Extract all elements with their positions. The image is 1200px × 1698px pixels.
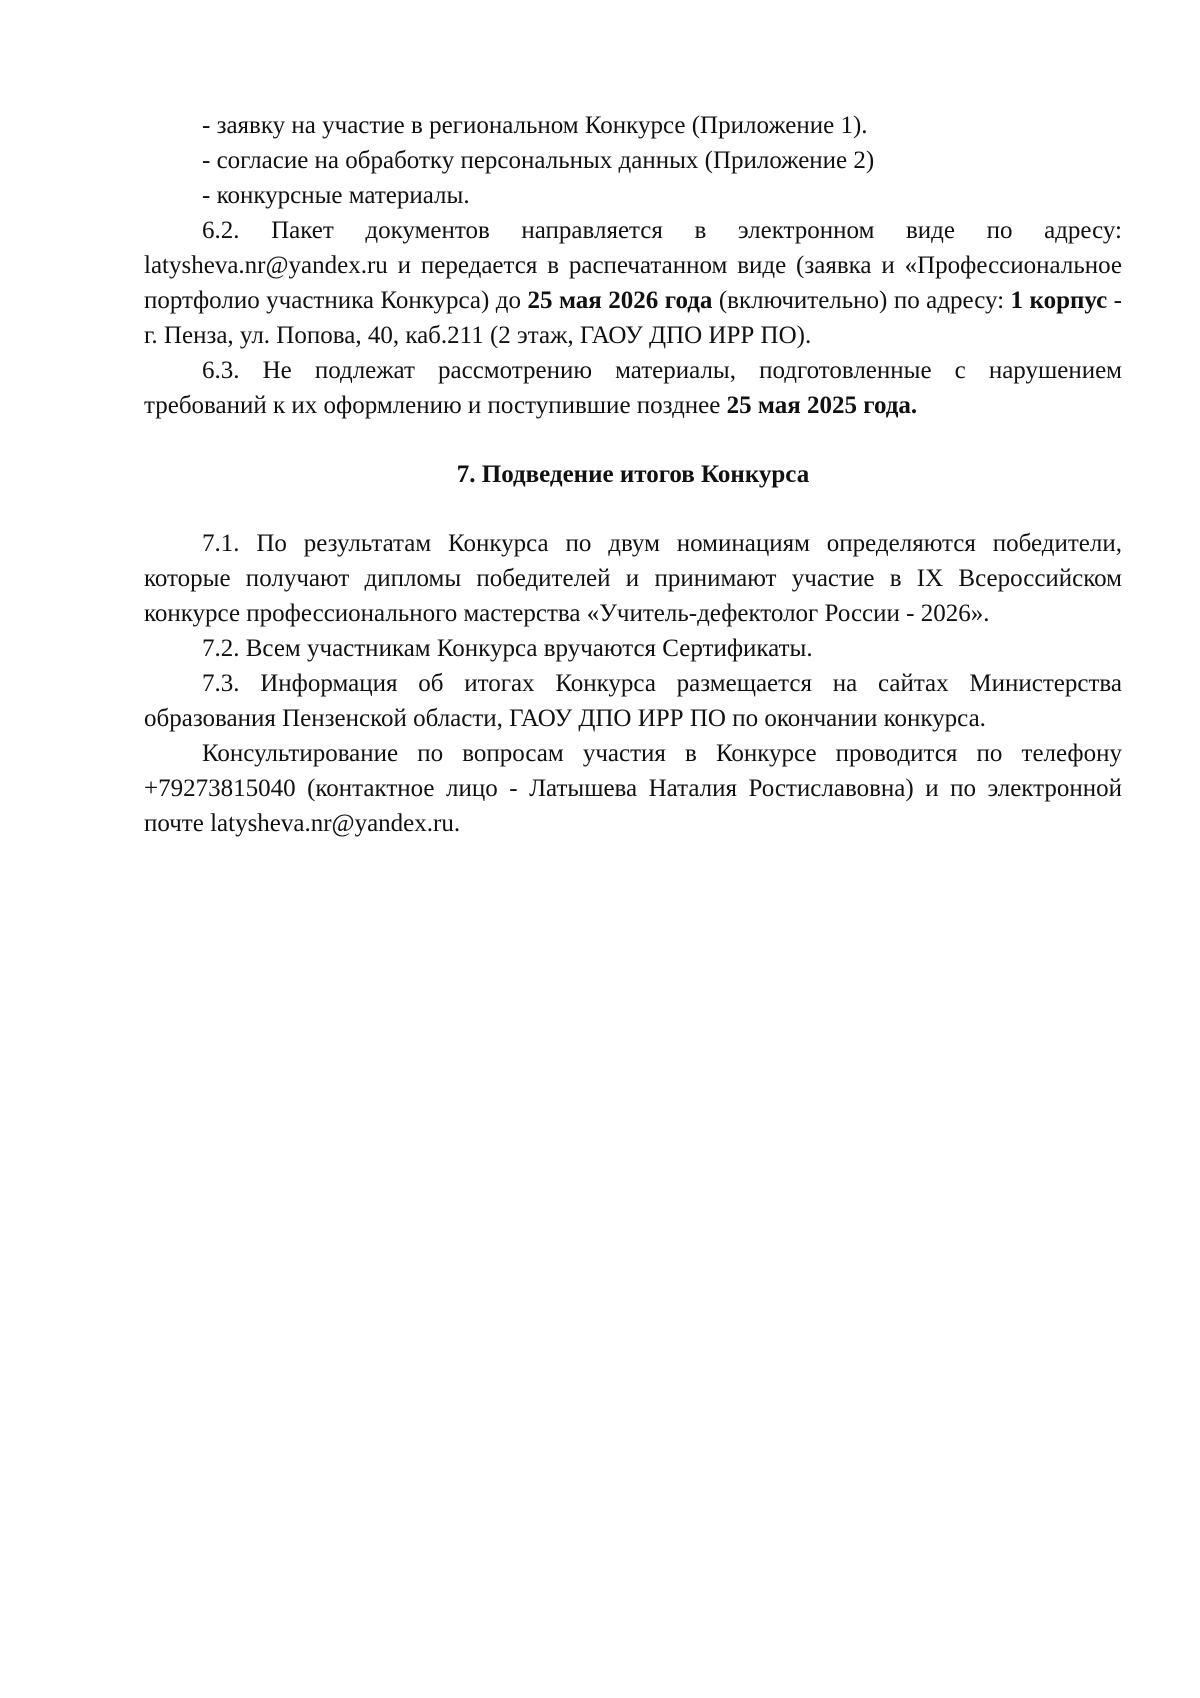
p62-building: 1 корпус (1010, 287, 1108, 314)
document-page (144, 108, 1122, 841)
p62-text-2: (включительно) по адресу: (712, 287, 1011, 314)
p62-text-1: 6.2. Пакет документов направляется в электронном виде по адресу: latysheva.nr@yandex.ru и передается в распечатанном виде (заявка и «Профессиональное портфолио участника Конкурса) до (144, 217, 1122, 314)
p63-text-1: 6.3. Не подлежат рассмотрению материалы, подготовленные с нарушением требований к их оформлению и поступившие позднее (144, 357, 1122, 419)
paragraph-7-1: 7.1. По результатам Конкурса по двум номинациям определяются победители, которые получают дипломы победителей и принимают участие в IX Всероссийском конкурсе профессионального мастерства «Учитель-дефектолог России - 2026». (144, 530, 1122, 627)
paragraph-6-2 (144, 213, 1122, 353)
p62-text-3: - г. Пенза, ул. Попова, 40, каб.211 (2 этаж, ГАОУ ДПО ИРР ПО). (144, 287, 1122, 349)
paragraph-6-3 (144, 353, 1122, 423)
paragraph-7-3: 7.3. Информация об итогах Конкурса размещается на сайтах Министерства образования Пензенской области, ГАОУ ДПО ИРР ПО по окончании конкурса. (144, 670, 1122, 732)
list-item: - согласие на обработку персональных данных (Приложение 2) (202, 147, 875, 174)
list-item: - конкурсные материалы. (202, 182, 470, 209)
p62-deadline: 25 мая 2026 года (527, 287, 713, 314)
consultation-paragraph: Консультирование по вопросам участия в Конкурсе проводится по телефону +79273815040 (контактное лицо - Латышева Наталия Ростиславовна) и по электронной почте latysheva.nr@yandex.ru. (144, 740, 1122, 837)
paragraph-7-2: 7.2. Всем участникам Конкурса вручаются Сертификаты. (202, 635, 813, 662)
p63-deadline: 25 мая 2025 года. (726, 392, 918, 419)
section-7-heading: 7. Подведение итогов Конкурса (456, 461, 810, 488)
list-item: - заявку на участие в региональном Конкурсе (Приложение 1). (202, 112, 868, 139)
